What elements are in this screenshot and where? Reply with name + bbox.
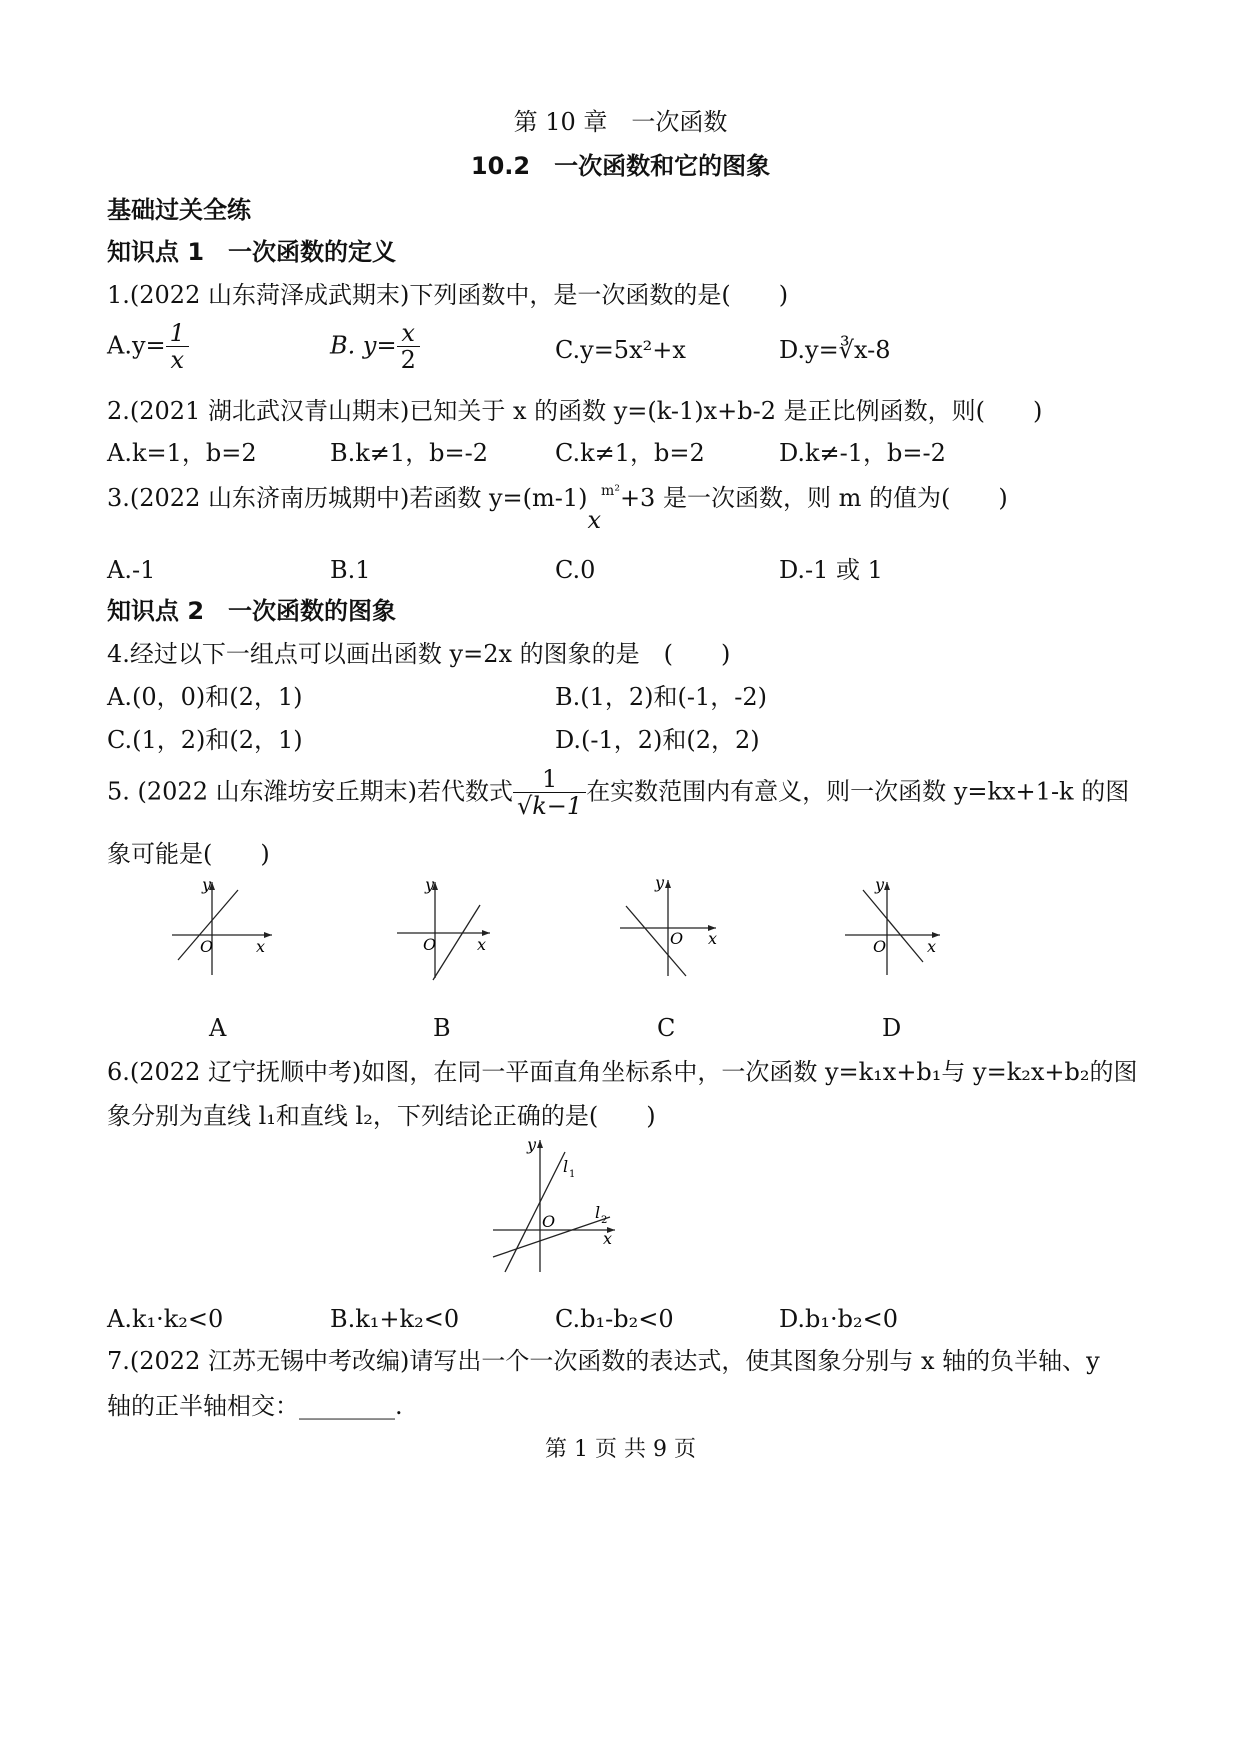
q3-stem-post: +3 是一次函数，则 m 的值为( ) bbox=[619, 484, 1008, 512]
q5-graph-label-b: B bbox=[433, 1014, 451, 1042]
svg-text:y: y bbox=[655, 873, 665, 892]
q2-option-d: D.k≠-1，b=-2 bbox=[779, 439, 946, 467]
svg-text:y: y bbox=[527, 1135, 537, 1154]
q3-exponent: m² bbox=[601, 483, 620, 499]
svg-text:l: l bbox=[563, 1157, 569, 1176]
q6-option-b: B.k₁+k₂<0 bbox=[330, 1305, 460, 1333]
practice-heading: 基础过关全练 bbox=[107, 196, 251, 224]
q6-option-a: A.k₁·k₂<0 bbox=[107, 1305, 224, 1333]
q5-stem bbox=[107, 766, 1129, 820]
svg-text:O: O bbox=[873, 937, 887, 956]
q1-option-a bbox=[107, 320, 189, 374]
chapter-title: 第 10 章 一次函数 bbox=[513, 108, 728, 136]
q3-stem-pre: 3.(2022 山东济南历城期中)若函数 y=(m-1) bbox=[107, 484, 588, 512]
svg-text:2: 2 bbox=[601, 1215, 608, 1226]
q1-b-fraction bbox=[397, 320, 420, 374]
q6-option-c: C.b₁-b₂<0 bbox=[555, 1305, 674, 1333]
line-l1 bbox=[505, 1152, 565, 1272]
q1-a-prefix: A.y= bbox=[107, 331, 166, 360]
q1-a-den: x bbox=[170, 346, 185, 375]
q6-stem-line2: 象分别为直线 l₁和直线 l₂，下列结论正确的是( ) bbox=[107, 1102, 656, 1130]
q1-b-num: x bbox=[397, 320, 420, 347]
svg-text:x: x bbox=[256, 937, 266, 956]
knowledge-point-1: 知识点 1 一次函数的定义 bbox=[107, 238, 397, 266]
q5-graph-label-c: C bbox=[657, 1014, 676, 1042]
svg-text:y: y bbox=[875, 875, 885, 894]
q4-option-b: B.(1，2)和(-1，-2) bbox=[555, 683, 768, 711]
svg-text:O: O bbox=[200, 937, 214, 956]
svg-text:O: O bbox=[670, 929, 684, 948]
q3-stem bbox=[107, 483, 1008, 534]
q5-graph-a bbox=[160, 870, 280, 980]
q4-option-d: D.(-1，2)和(2，2) bbox=[555, 726, 760, 754]
q1-option-c: C.y=5x²+x bbox=[555, 336, 686, 364]
q3-x: x bbox=[587, 506, 602, 534]
q5-frac-num: 1 bbox=[513, 766, 586, 793]
q4-option-c: C.(1，2)和(2，1) bbox=[107, 726, 303, 754]
q5-graph-d bbox=[835, 870, 955, 980]
svg-text:l: l bbox=[595, 1203, 601, 1222]
q5-graph-c bbox=[608, 868, 728, 983]
q3-option-a: A.-1 bbox=[107, 556, 156, 584]
q2-stem: 2.(2021 湖北武汉青山期末)已知关于 x 的函数 y=(k-1)x+b-2 是正比例函数，则( ) bbox=[107, 397, 1043, 425]
q5-fraction bbox=[513, 766, 586, 820]
q7-stem-line2: 轴的正半轴相交：________. bbox=[107, 1392, 403, 1420]
svg-text:1: 1 bbox=[569, 1169, 576, 1180]
svg-text:O: O bbox=[542, 1212, 556, 1231]
q5-stem-post: 在实数范围内有意义，则一次函数 y=kx+1-k 的图 bbox=[586, 777, 1130, 806]
q2-option-c: C.k≠1，b=2 bbox=[555, 439, 705, 467]
page-footer: 第 1 页 共 9 页 bbox=[545, 1437, 696, 1462]
q1-b-den: 2 bbox=[400, 346, 416, 375]
q3-option-b: B.1 bbox=[330, 556, 371, 584]
svg-text:x: x bbox=[477, 935, 487, 954]
q5-frac-den: √k−1 bbox=[516, 792, 583, 821]
section-title-text: 10.2 一次函数和它的图象 bbox=[470, 152, 771, 180]
q5-graph-b bbox=[385, 870, 505, 985]
q5-graph-label-a: A bbox=[209, 1014, 227, 1042]
q1-b-prefix: B. y= bbox=[330, 331, 397, 360]
q5-stem-pre: 5. (2022 山东潍坊安丘期末)若代数式 bbox=[107, 777, 513, 806]
svg-text:y: y bbox=[425, 875, 435, 894]
svg-text:x: x bbox=[708, 929, 718, 948]
svg-text:x: x bbox=[927, 937, 937, 956]
q5-stem-line2: 象可能是( ) bbox=[107, 840, 270, 868]
q1-option-d: D.y=∛x-8 bbox=[779, 336, 891, 364]
q1-stem: 1.(2022 山东菏泽成武期末)下列函数中，是一次函数的是( ) bbox=[107, 281, 789, 309]
q2-option-b: B.k≠1，b=-2 bbox=[330, 439, 489, 467]
q1-option-b bbox=[330, 320, 420, 374]
q3-option-d: D.-1 或 1 bbox=[779, 556, 883, 584]
q3-option-c: C.0 bbox=[555, 556, 596, 584]
q6-option-d: D.b₁·b₂<0 bbox=[779, 1305, 898, 1333]
q2-option-a: A.k=1，b=2 bbox=[107, 439, 257, 467]
q4-option-a: A.(0，0)和(2，1) bbox=[107, 683, 303, 711]
q6-graph bbox=[485, 1132, 625, 1277]
q6-stem-line1: 6.(2022 辽宁抚顺中考)如图，在同一平面直角坐标系中，一次函数 y=k₁x+b₁与 y=k₂x+b₂的图 bbox=[107, 1058, 1138, 1086]
q7-stem-line1: 7.(2022 江苏无锡中考改编)请写出一个一次函数的表达式，使其图象分别与 x 轴的负半轴、y bbox=[107, 1347, 1100, 1375]
svg-text:O: O bbox=[423, 935, 437, 954]
q5-graph-label-d: D bbox=[882, 1014, 902, 1042]
knowledge-point-2: 知识点 2 一次函数的图象 bbox=[107, 597, 397, 625]
q1-a-num: 1 bbox=[166, 320, 189, 347]
svg-text:y: y bbox=[202, 875, 212, 894]
q4-stem: 4.经过以下一组点可以画出函数 y=2x 的图象的是 ( ) bbox=[107, 640, 731, 668]
section-title bbox=[0, 152, 1241, 181]
svg-text:x: x bbox=[603, 1229, 613, 1248]
q1-a-fraction bbox=[166, 320, 189, 374]
